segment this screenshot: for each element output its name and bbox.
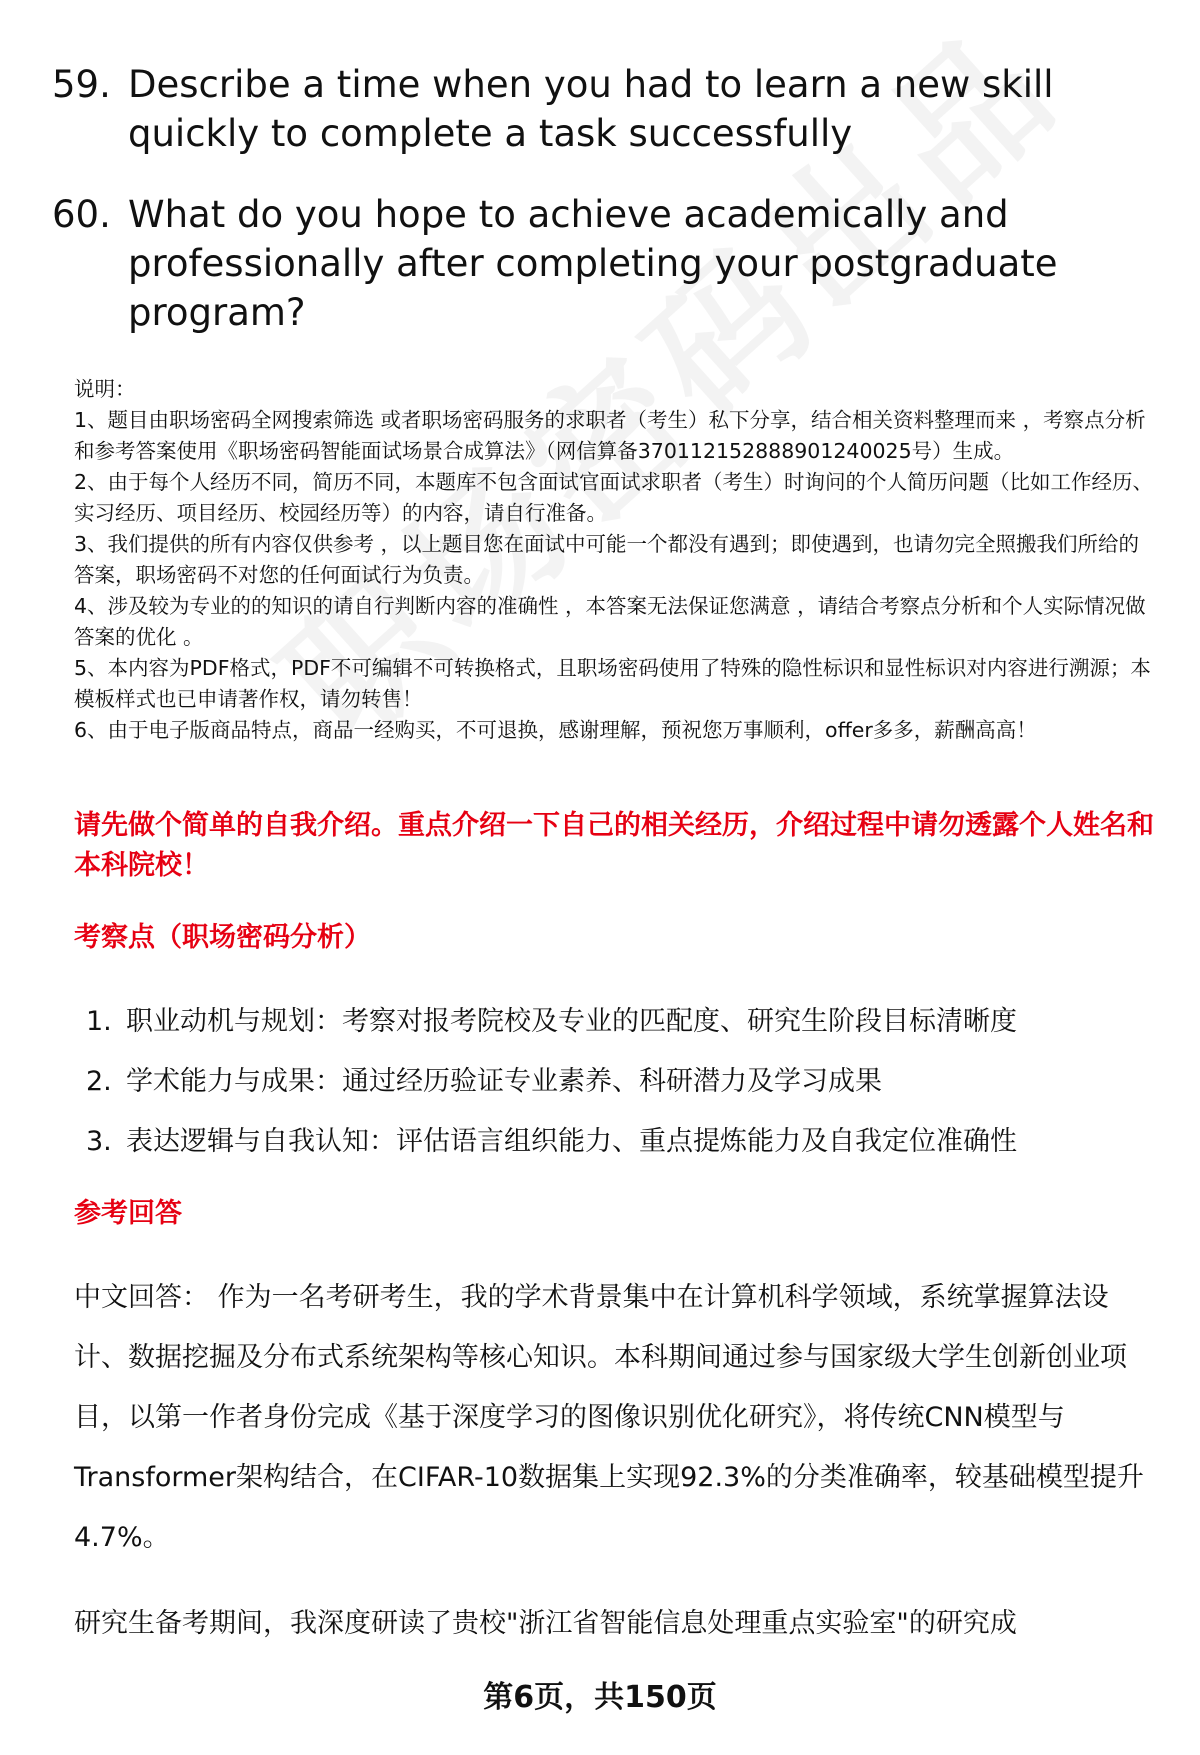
list-item-number: 1. xyxy=(86,1006,112,1037)
page-number-footer: 第6页，共150页 xyxy=(483,1680,717,1715)
list-item xyxy=(86,1052,1146,1112)
list-item-number: 2. xyxy=(86,1066,112,1097)
reference-answer-paragraph: 中文回答： 作为一名考研考生，我的学术背景集中在计算机科学领域，系统掌握算法设计、数据挖掘及分布式系统架构等核心知识。本科期间通过参与国家级大学生创新创业项目，以第一作者身份完成《基于深度学习的图像识别优化研究》，将传统CNN模型与Transformer架构结合，在CIFAR-10数据集上实现92.3%的分类准确率，较基础模型提升4.7%。 xyxy=(74,1282,1144,1553)
list-item-text: 表达逻辑与自我认知：评估语言组织能力、重点提炼能力及自我定位准确性 xyxy=(126,1126,1017,1157)
key-points-list xyxy=(86,992,1146,1172)
note-item: 5、本内容为PDF格式，PDF不可编辑不可转换格式，且职场密码使用了特殊的隐性标识和显性标识对内容进行溯源；本模板样式也已申请著作权，请勿转售！ xyxy=(74,656,1151,711)
notes-title: 说明： xyxy=(74,377,136,401)
note-item: 6、由于电子版商品特点，商品一经购买，不可退换，感谢理解，预祝您万事顺利，offer多多，薪酬高高！ xyxy=(74,718,1037,742)
reference-answer-heading: 参考回答 xyxy=(74,1198,182,1229)
reference-answer-paragraph: 研究生备考期间，我深度研读了贵校"浙江省智能信息处理重点实验室"的研究成 xyxy=(74,1608,1017,1639)
question-59 xyxy=(52,60,1152,158)
question-60 xyxy=(52,190,1152,337)
note-item: 4、涉及较为专业的的知识的请自行判断内容的准确性 ，本答案无法保证您满意 ，请结合考察点分析和个人实际情况做答案的优化 。 xyxy=(74,594,1146,649)
notes-section xyxy=(74,374,1159,746)
question-text: What do you hope to achieve academically and professionally after completing your postgraduate program? xyxy=(128,193,1058,334)
list-item-number: 3. xyxy=(86,1126,112,1157)
question-number: 60. xyxy=(52,193,111,236)
list-item xyxy=(86,1112,1146,1172)
interview-prompt: 请先做个简单的自我介绍。重点介绍一下自己的相关经历，介绍过程中请勿透露个人姓名和本科院校！ xyxy=(74,810,1154,881)
list-item xyxy=(86,992,1146,1052)
note-item: 3、我们提供的所有内容仅供参考 ，以上题目您在面试中可能一个都没有遇到；即使遇到，也请勿完全照搬我们所给的答案，职场密码不对您的任何面试行为负责。 xyxy=(74,532,1140,587)
note-item: 2、由于每个人经历不同，简历不同，本题库不包含面试官面试求职者（考生）时询问的个人简历问题（比如工作经历、实习经历、项目经历、校园经历等）的内容，请自行准备。 xyxy=(74,470,1154,525)
note-item: 1、题目由职场密码全网搜索筛选 或者职场密码服务的求职者（考生）私下分享，结合相关资料整理而来 ，考察点分析和参考答案使用《职场密码智能面试场景合成算法》（网信算备370112152888901240025号）生成。 xyxy=(74,408,1146,463)
question-number: 59. xyxy=(52,63,111,106)
key-points-heading: 考察点（职场密码分析） xyxy=(74,922,371,953)
list-item-text: 学术能力与成果：通过经历验证专业素养、科研潜力及学习成果 xyxy=(126,1066,882,1097)
question-text: Describe a time when you had to learn a new skill quickly to complete a task successfully xyxy=(128,63,1054,155)
list-item-text: 职业动机与规划：考察对报考院校及专业的匹配度、研究生阶段目标清晰度 xyxy=(126,1006,1017,1037)
